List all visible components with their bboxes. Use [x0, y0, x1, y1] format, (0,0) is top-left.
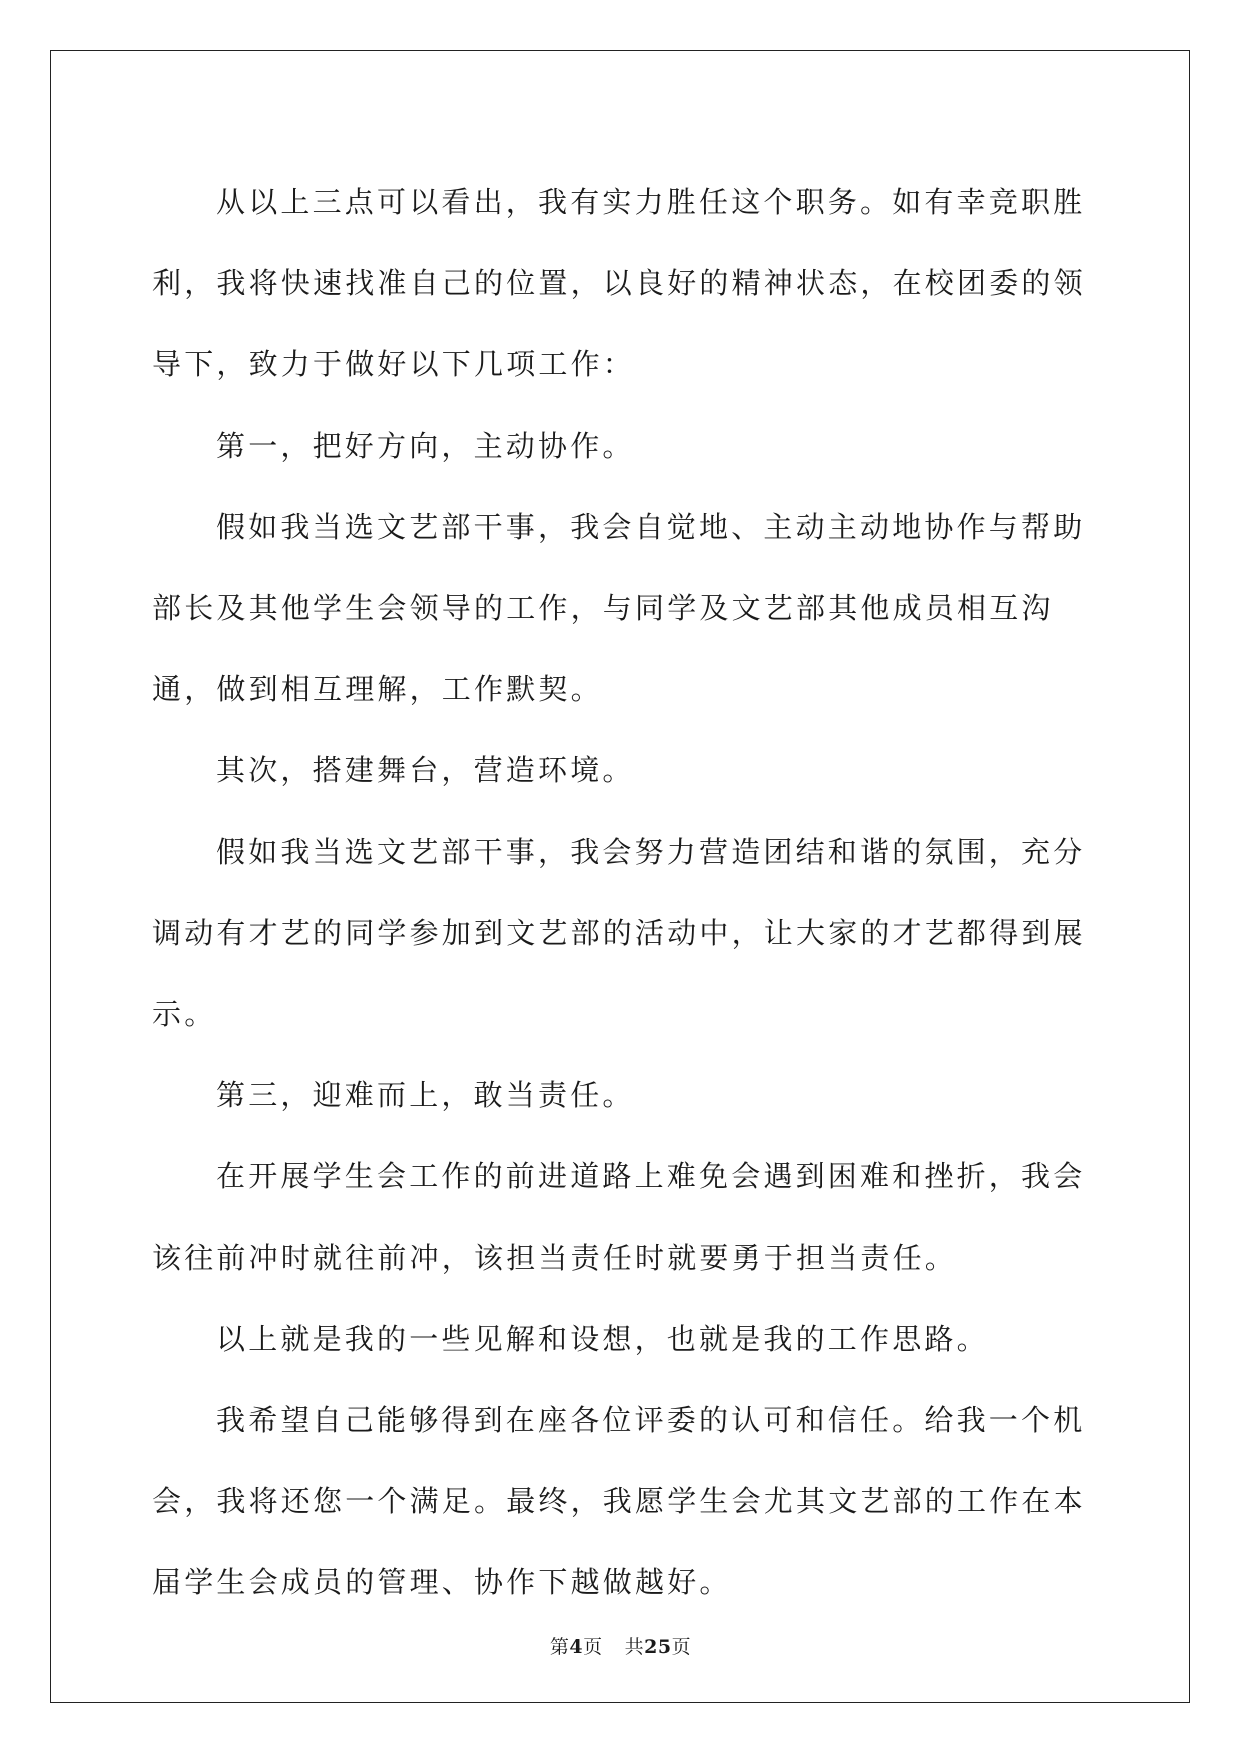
total-suffix: 页: [671, 1636, 692, 1658]
total-prefix: 共: [624, 1636, 645, 1658]
paragraph: 在开展学生会工作的前进道路上难免会遇到困难和挫折，我会该往前冲时就往前冲，该担当责任时就要勇于担当责任。: [152, 1159, 1086, 1275]
paragraph: 第一，把好方向，主动协作。: [216, 428, 635, 463]
document-body: [152, 162, 1092, 1624]
paragraph: 以上就是我的一些见解和设想，也就是我的工作思路。: [216, 1321, 989, 1356]
page-prefix: 第: [549, 1636, 570, 1658]
total-pages: 25: [644, 1636, 672, 1658]
paragraph: 从以上三点可以看出，我有实力胜任这个职务。如有幸竞职胜利，我将快速找准自己的位置，以良好的精神状态，在校团委的领导下，致力于做好以下几项工作：: [152, 185, 1086, 382]
page-number: 4: [569, 1636, 584, 1658]
paragraph: 我希望自己能够得到在座各位评委的认可和信任。给我一个机会，我将还您一个满足。最终，我愿学生会尤其文艺部的工作在本届学生会成员的管理、协作下越做越好。: [152, 1403, 1086, 1600]
paragraph: 其次，搭建舞台，营造环境。: [216, 753, 635, 788]
paragraph: 假如我当选文艺部干事，我会自觉地、主动主动地协作与帮助部长及其他学生会领导的工作，与同学及文艺部其他成员相互沟通，做到相互理解，工作默契。: [152, 509, 1086, 707]
paragraph: 假如我当选文艺部干事，我会努力营造团结和谐的氛围，充分调动有才艺的同学参加到文艺部的活动中，让大家的才艺都得到展示。: [152, 834, 1086, 1032]
page-suffix: 页: [583, 1636, 603, 1658]
paragraph: 第三，迎难而上，敢当责任。: [216, 1078, 635, 1113]
page-footer: [0, 1632, 1241, 1659]
